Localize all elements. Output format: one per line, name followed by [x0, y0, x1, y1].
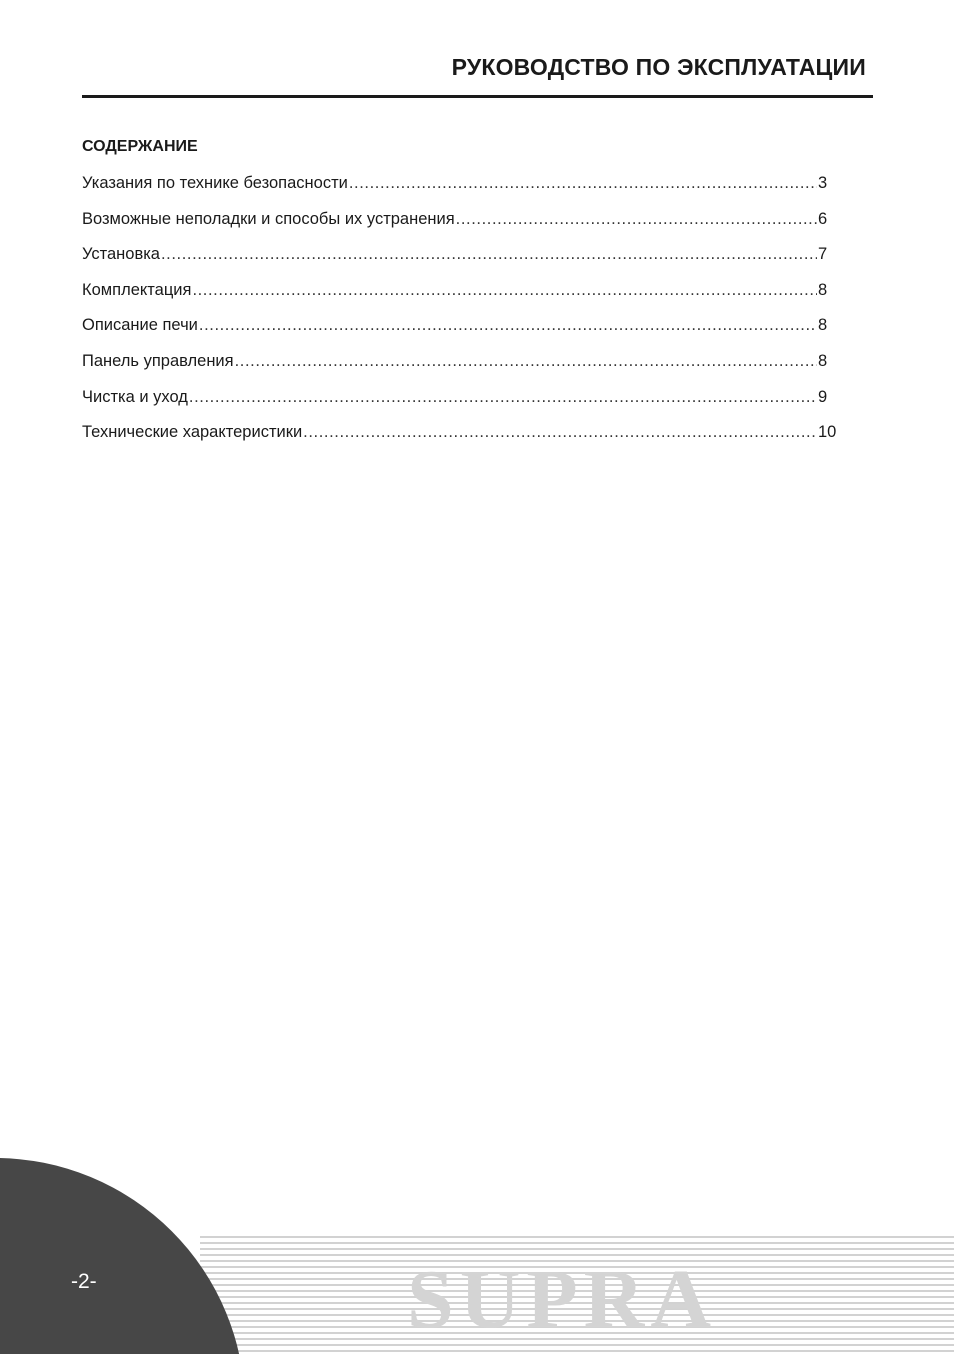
toc-item-label: Указания по технике безопасности: [82, 174, 348, 192]
toc-heading: СОДЕРЖАНИЕ: [82, 138, 198, 155]
toc-item-label: Установка: [82, 245, 160, 264]
toc-item-label: Комплектация: [82, 280, 192, 299]
page-number: -2-: [71, 1270, 97, 1293]
toc-item-page: 6: [818, 209, 828, 228]
toc-item-label: Возможные неполадки и способы их устранения: [82, 209, 455, 228]
toc-item-page: 7: [818, 245, 828, 264]
footer-stripe: [200, 1350, 954, 1352]
page-header-title: РУКОВОДСТВО ПО ЭКСПЛУАТАЦИИ: [451, 54, 866, 80]
footer-stripe: [200, 1236, 954, 1238]
toc-item-page: 8: [818, 351, 828, 370]
toc-item-label: Панель управления: [82, 351, 234, 370]
toc-item-page: 10: [818, 423, 837, 442]
footer-stripe: [200, 1242, 954, 1244]
footer-stripe: [200, 1248, 954, 1250]
toc-item-label: Описание печи: [82, 316, 198, 335]
toc-item-page: 3: [818, 174, 828, 192]
supra-logo: SUPRA: [406, 1253, 718, 1346]
toc-item-page: 8: [818, 316, 828, 335]
toc-item-page: 9: [818, 387, 828, 406]
toc-item-label: Технические характеристики: [82, 423, 303, 442]
toc-item-label: Чистка и уход: [82, 387, 188, 406]
toc-item-page: 8: [818, 280, 828, 299]
